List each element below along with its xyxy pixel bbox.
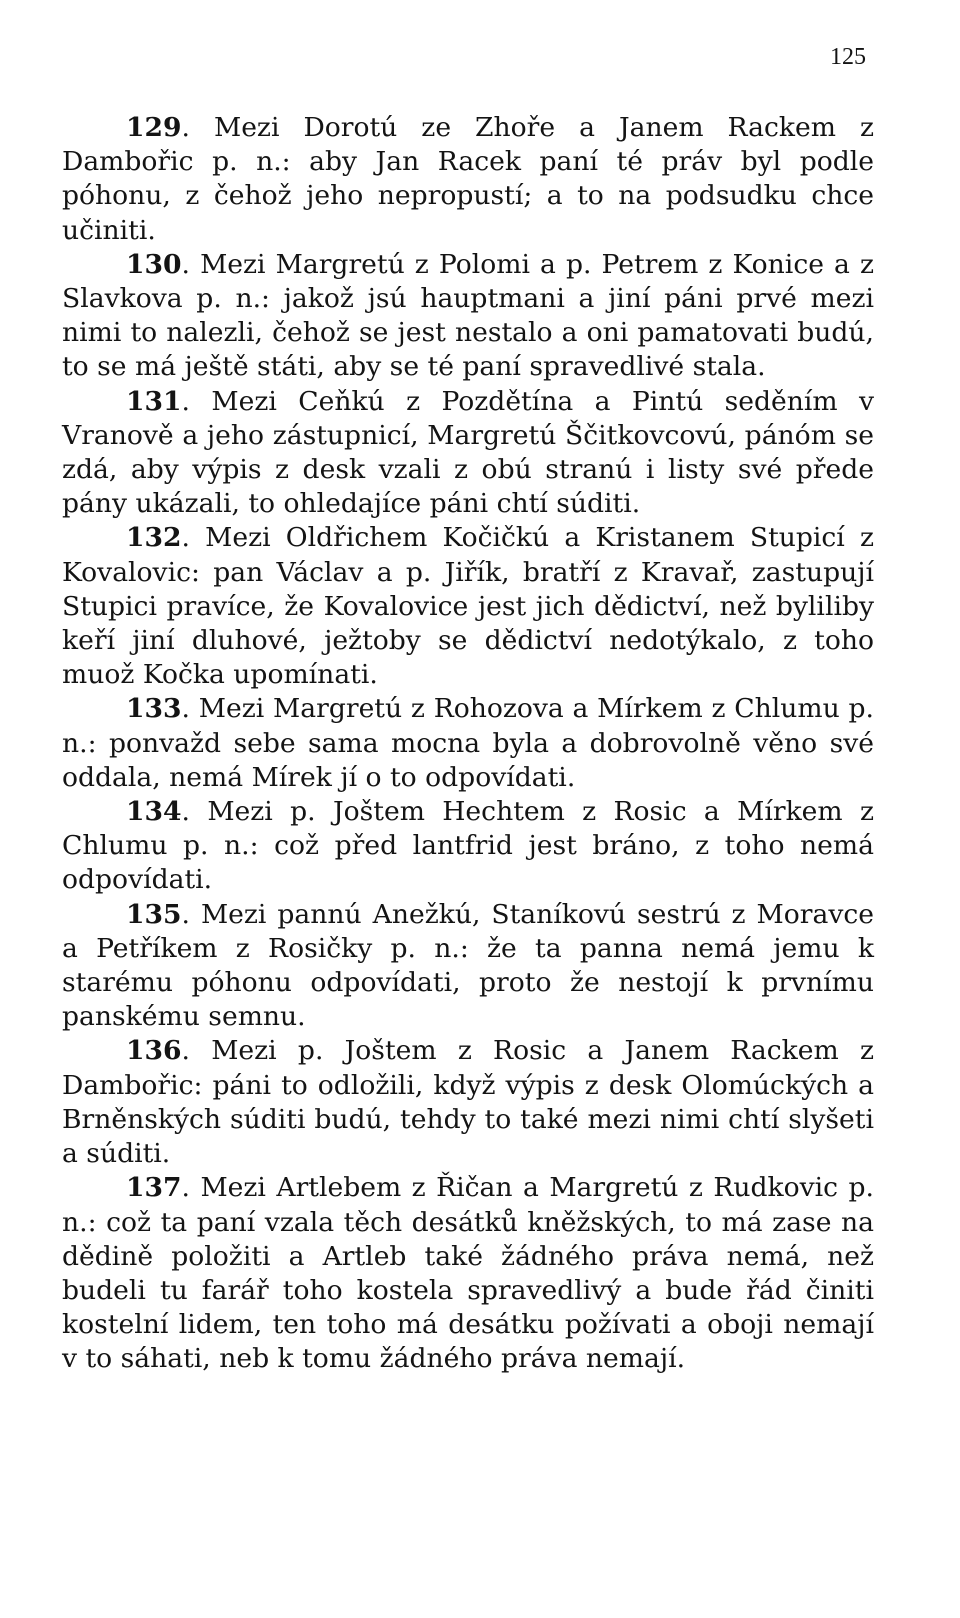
entry-137: 137. Mezi Artlebem z Řičan a Margretú z Rudkovic p. n.: což ta paní vzala těch desátků kněžských, to má zase na dědině položiti a Artleb také žádného práva nemá, než budeli tu farář toho kostela spravedlivý a bude řád činiti kostelní lidem, ten toho má desátku požívati a oboji nemají v to sáhati, neb k tomu žádného práva nemají. — [62, 1172, 874, 1375]
entry-number: 130 — [126, 248, 182, 280]
entry-134: 134. Mezi p. Joštem Hechtem z Rosic a Mírkem z Chlumu p. n.: což před lantfrid jest bráno, z toho nemá odpovídati. — [62, 796, 874, 896]
entry-text: Mezi p. Joštem Hechtem z Rosic a Mírkem z Chlumu p. n.: což před lantfrid jest bráno, z toho nemá odpovídati. — [62, 796, 874, 896]
entry-132: 132. Mezi Oldřichem Kočičkú a Kristanem Stupicí z Kovalovic: pan Václav a p. Jiřík, bratří z Kravař, zastupují Stupici pravíce, že Kovalovice jest jich dědictví, než byliliby keří jiní dluhové, ježtoby se dědictví nedotýkalo, z toho muož Kočka upomínati. — [62, 522, 874, 691]
entry-text: Mezi pannú Anežkú, Staníkovú sestrú z Moravce a Petříkem z Rosičky p. n.: že ta panna nemá jemu k starému póhonu odpovídati, proto že nestojí k prvnímu panskému semnu. — [62, 898, 874, 1033]
entry-number: 137 — [126, 1172, 182, 1204]
entry-130: 130. Mezi Margretú z Polomi a p. Petrem z Konice a z Slavkova p. n.: jakož jsú hauptmani a jiní páni prvé mezi nimi to nalezli, čehož se jest nestalo a oni pamatovati budú, to se má ještě státi, aby se té paní spravedlivé stala. — [62, 248, 874, 383]
entry-number: 131 — [126, 385, 182, 417]
entry-number: 132 — [126, 522, 182, 554]
entry-text: Mezi Margretú z Rohozova a Mírkem z Chlumu p. n.: ponvažd sebe sama mocna byla a dobrovolně věno své oddala, nemá Mírek jí o to odpovídati. — [62, 693, 874, 793]
entry-129: 129. Mezi Dorotú ze Zhoře a Janem Rackem z Dambořic p. n.: aby Jan Racek paní té práv byl podle póhonu, z čehož jeho nepropustí; a to na podsudku chce učiniti. — [62, 112, 874, 246]
entry-text: Mezi Oldřichem Kočičkú a Kristanem Stupicí z Kovalovic: pan Václav a p. Jiřík, bratří z Kravař, zastupují Stupici pravíce, že Kovalovice jest jich dědictví, než byliliby keří jiní dluhové, ježtoby se dědictví nedotýkalo, z toho muož Kočka upomínati. — [62, 522, 874, 691]
entry-text: Mezi p. Joštem z Rosic a Janem Rackem z Dambořic: páni to odložili, když výpis z desk Olomúckých a Brněnských súditi budú, tehdy to také mezi nimi chtí slyšeti a súditi. — [62, 1035, 874, 1170]
document-body — [62, 111, 874, 1377]
entry-number: 134 — [126, 796, 182, 828]
entry-131: 131. Mezi Ceňkú z Pozdětína a Pintú seděním v Vranově a jeho zástupnicí, Margretú Ščitkovcovú, pánóm se zdá, aby výpis z desk vzali z obú stranú i listy své přede pány ukázali, to ohledajíce páni chtí súditi. — [62, 385, 874, 520]
entry-133: 133. Mezi Margretú z Rohozova a Mírkem z Chlumu p. n.: ponvažd sebe sama mocna byla a dobrovolně věno své oddala, nemá Mírek jí o to odpovídati. — [62, 693, 874, 793]
entry-135: 135. Mezi pannú Anežkú, Staníkovú sestrú z Moravce a Petříkem z Rosičky p. n.: že ta panna nemá jemu k starému póhonu odpovídati, proto že nestojí k prvnímu panskému semnu. — [62, 898, 874, 1033]
entry-number: 135 — [126, 898, 182, 930]
entry-text: Mezi Artlebem z Řičan a Margretú z Rudkovic p. n.: což ta paní vzala těch desátků kněžských, to má zase na dědině položiti a Artleb také žádného práva nemá, než budeli tu farář toho kostela spravedlivý a bude řád činiti kostelní lidem, ten toho má desátku požívati a oboji nemají v to sáhati, neb k tomu žádného práva nemají. — [62, 1172, 874, 1375]
entry-number: 133 — [126, 693, 182, 725]
entry-text: Mezi Margretú z Polomi a p. Petrem z Konice a z Slavkova p. n.: jakož jsú hauptmani a jiní páni prvé mezi nimi to nalezli, čehož se jest nestalo a oni pamatovati budú, to se má ještě státi, aby se té paní spravedlivé stala. — [62, 248, 874, 383]
entry-number: 129 — [126, 112, 182, 143]
entry-text: Mezi Dorotú ze Zhoře a Janem Rackem z Dambořic p. n.: aby Jan Racek paní té práv byl podle póhonu, z čehož jeho nepropustí; a to na podsudku chce učiniti. — [62, 112, 874, 246]
entry-136: 136. Mezi p. Joštem z Rosic a Janem Rackem z Dambořic: páni to odložili, když výpis z desk Olomúckých a Brněnských súditi budú, tehdy to také mezi nimi chtí slyšeti a súditi. — [62, 1035, 874, 1170]
entry-number: 136 — [126, 1035, 182, 1067]
page-number: 125 — [830, 44, 866, 70]
entry-text: Mezi Ceňkú z Pozdětína a Pintú seděním v Vranově a jeho zástupnicí, Margretú Ščitkovcovú, pánóm se zdá, aby výpis z desk vzali z obú stranú i listy své přede pány ukázali, to ohledajíce páni chtí súditi. — [62, 385, 874, 520]
